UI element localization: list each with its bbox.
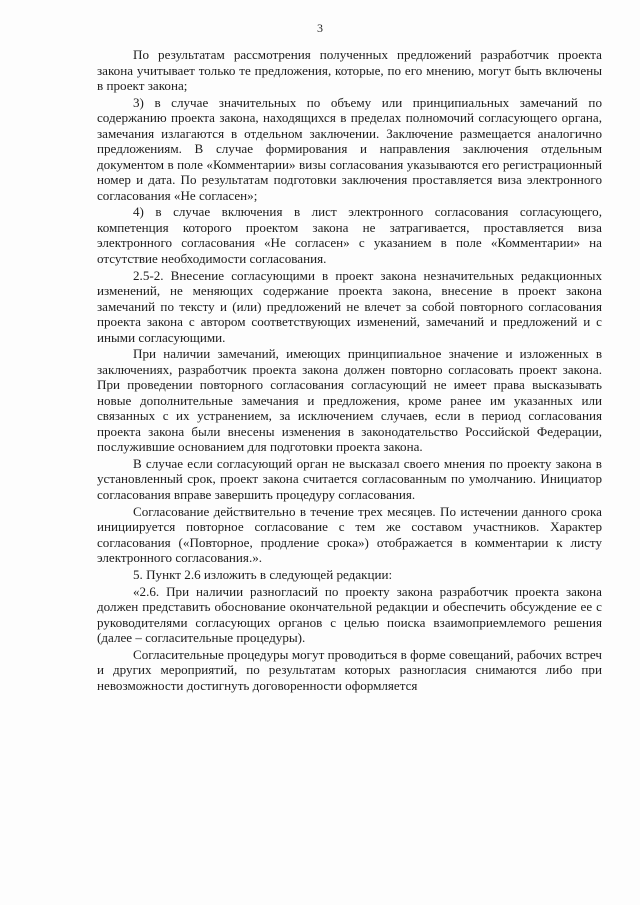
paragraph: 5. Пункт 2.6 изложить в следующей редакции: — [133, 566, 393, 582]
paragraph: «2.6. При наличии разногласий по проекту закона разработчик проекта закона должен представить обоснование окончательной редакции и обеспечить обсуждение ее с руководителями согласующих органов с целью поиска взаимоприемлемого решения (далее – согласительные процедуры). — [97, 583, 602, 645]
paragraph: 3) в случае значительных по объему или принципиальных замечаний по содержанию проекта закона, находящихся в пределах полномочий согласующего органа, замечания излагаются в отдельном заключении. Заключение размещается аналогично предложениям. В случае формирования и направления заключения отдельным документом в поле «Комментарии» визы согласования указываются его регистрационный номер и дата. По результатам подготовки заключения проставляется виза электронного согласования «Не согласен»; — [97, 94, 602, 203]
paragraph: При наличии замечаний, имеющих принципиальное значение и изложенных в заключениях, разработчик проекта закона должен повторно согласовать проект закона. При проведении повторного согласования согласующий не имеет права высказывать новые дополнительные замечания и предложения, кроме ранее им указанных или связанных с их устранением, за исключением случаев, если в период согласования проекта закона были внесены изменения в законодательство Российской Федерации, послужившие основанием для подготовки проекта закона. — [97, 346, 602, 455]
page-number: 3 — [317, 21, 323, 35]
paragraph: 2.5-2. Внесение согласующими в проект закона незначительных редакционных изменений, не меняющих содержание проекта закона, внесение в проект закона замечаний по тексту и (или) предложений не влечет за собой повторного согласования проекта закона с автором соответствующих изменений, замечаний и предложений и с иными согласующими. — [97, 267, 602, 345]
paragraph: В случае если согласующий орган не высказал своего мнения по проекту закона в установленный срок, проект закона считается согласованным по умолчанию. Инициатор согласования вправе завершить процедуру согласования. — [97, 455, 602, 502]
document-body — [97, 47, 602, 694]
paragraph: Согласование действительно в течение трех месяцев. По истечении данного срока инициируется повторное согласование с тем же составом участников. Характер согласования («Повторное, продление срока») отображается в комментарии к листу электронного согласования.». — [97, 503, 602, 566]
paragraph: По результатам рассмотрения полученных предложений разработчик проекта закона учитывает только те предложения, которые, по его мнению, могут быть включены в проект закона; — [97, 47, 602, 93]
paragraph: 4) в случае включения в лист электронного согласования согласующего, компетенция которого проектом закона не затрагивается, проставляется виза электронного согласования «Не согласен» с указанием в поле «Комментарии» на отсутствие необходимости согласования. — [97, 204, 602, 266]
paragraph: Согласительные процедуры могут проводиться в форме совещаний, рабочих встреч и других мероприятий, по результатам которых разногласия снимаются либо при невозможности достигнуть договоренности оформляется — [97, 646, 602, 693]
